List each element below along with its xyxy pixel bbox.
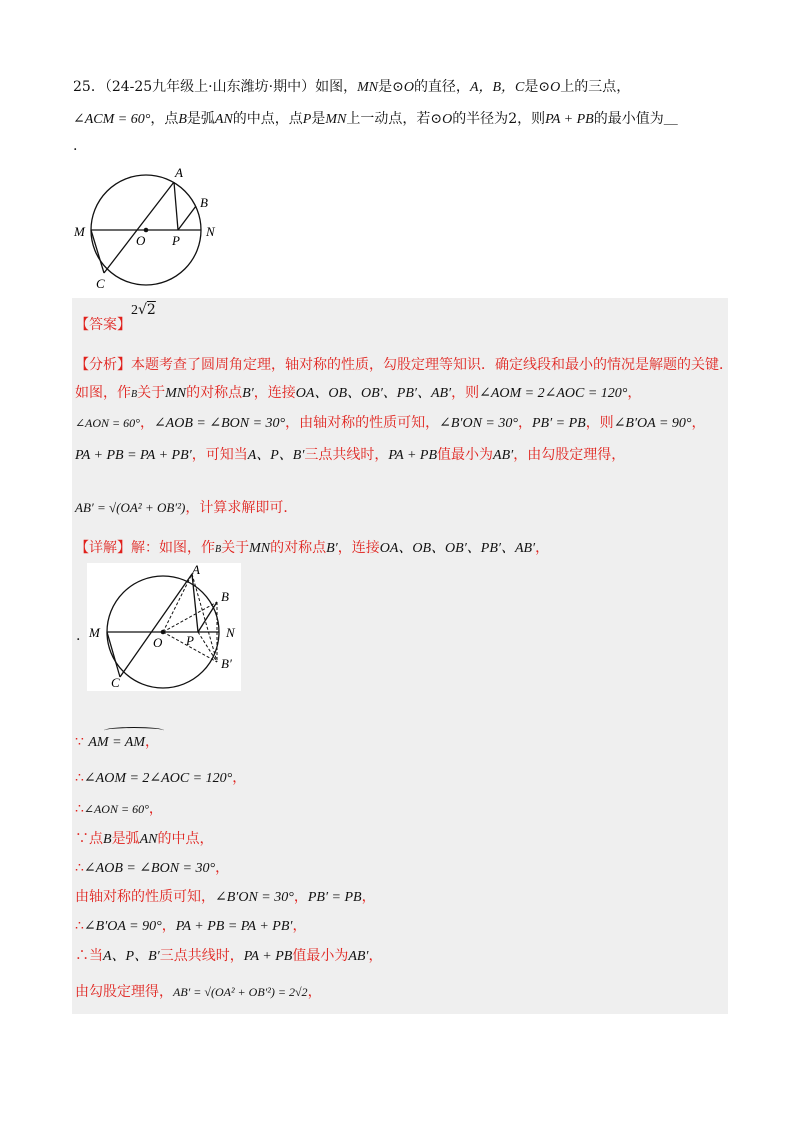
question-line-2 xyxy=(73,108,678,128)
math-eq: PB′ = PB xyxy=(307,890,362,905)
answer-blank: ＿ xyxy=(663,111,678,127)
math-eq: PA + PB = PA + PB′ xyxy=(175,919,293,934)
step-2 xyxy=(75,767,246,787)
math-eq: ∠AOB = ∠BON = 30° xyxy=(153,416,286,431)
center-dot xyxy=(144,228,149,233)
text: ，则 xyxy=(451,385,480,401)
text: 2 xyxy=(508,111,518,127)
math-eq: ∠AON = 60° xyxy=(75,416,140,430)
text: ，连接 xyxy=(337,540,380,556)
detail-label: 【详解】 xyxy=(75,540,131,556)
answer-value: 2√2 xyxy=(131,302,156,318)
analysis-text: 本题考查了圆周角定理，轴对称的性质，勾股定理等知识．确定线段和最小的情况是解题的关键． xyxy=(131,357,733,373)
chord-mc xyxy=(91,230,104,273)
detail-line-1 xyxy=(75,537,549,557)
math-eq: ∠B′ON = 30° xyxy=(215,890,294,905)
math-abc: A，B，C xyxy=(469,80,525,95)
question-source: （24-25九年级上·山东潍坊·期中） xyxy=(104,79,316,95)
text: ， xyxy=(139,415,154,431)
text: 上一动点，若 xyxy=(346,111,431,127)
text: ，则 xyxy=(585,415,614,431)
text: ， xyxy=(145,734,159,750)
math-eq: ∠AON = 60° xyxy=(83,802,149,816)
label-p: P xyxy=(186,633,194,648)
text: ， xyxy=(293,889,308,905)
text: 上的三点， xyxy=(560,79,631,95)
analysis-line-5 xyxy=(75,497,297,517)
text: ， xyxy=(232,770,247,786)
math-circle-o: ⊙O xyxy=(392,80,414,95)
text: ， xyxy=(161,918,176,934)
math-eq: PA + PB = PA + PB′ xyxy=(75,448,192,463)
label-m: M xyxy=(74,224,85,239)
math-b-prime: B′ xyxy=(242,386,254,401)
math-points: A、P、B′ xyxy=(103,949,160,964)
text: 是弧 xyxy=(111,831,140,847)
step-7 xyxy=(75,915,306,935)
chord-ac xyxy=(104,182,174,273)
label-a: A xyxy=(192,563,200,577)
figure-lead-dot: . xyxy=(76,628,81,644)
answer-coef: 2 xyxy=(131,303,138,318)
label-c: C xyxy=(111,675,120,690)
math-eq: ∠AOB = ∠BON = 30° xyxy=(83,861,216,876)
text: 是弧 xyxy=(186,111,215,127)
label-p: P xyxy=(172,233,180,248)
text: ， xyxy=(215,860,230,876)
text: 的中点，点 xyxy=(232,111,303,127)
step-6 xyxy=(75,886,376,906)
math-eq: PB′ = PB xyxy=(531,416,586,431)
answer-row xyxy=(75,314,131,334)
text: 解：如图，作 xyxy=(131,540,215,556)
therefore-symbol: ∴ xyxy=(75,918,84,934)
text: 由轴对称的性质可知， xyxy=(75,889,215,905)
text: 三点共线时， xyxy=(304,447,389,463)
question-line-1 xyxy=(73,76,630,96)
therefore-symbol: ∴ xyxy=(75,770,84,786)
therefore-symbol: ∴ xyxy=(75,948,89,964)
math-eq: AB′ = √(OA² + OB′²) = 2√2 xyxy=(173,985,308,999)
analysis-line-1 xyxy=(75,354,733,374)
therefore-symbol: ∴ xyxy=(75,860,84,876)
answer-radicand: 2 xyxy=(146,302,156,318)
text: ，计算求解即可． xyxy=(185,500,298,516)
math-eq: PA + PB xyxy=(243,949,293,964)
step-8 xyxy=(75,945,383,965)
geometry-figure-1 xyxy=(66,160,226,295)
math-b: B xyxy=(178,112,187,127)
step-3 xyxy=(75,798,163,818)
math-mn: MN xyxy=(357,80,379,95)
text: 值最小为 xyxy=(437,447,494,463)
math-segments: OA、OB、OB′、PB′、AB′ xyxy=(295,386,452,401)
label-b: B xyxy=(221,589,229,604)
text: ， xyxy=(148,801,163,817)
text: 三点共线时， xyxy=(159,948,244,964)
label-o: O xyxy=(153,635,163,650)
math-eq: ∠B′OA = 90° xyxy=(83,919,162,934)
analysis-line-2 xyxy=(75,382,641,402)
text: 当 xyxy=(89,948,103,964)
text: ， xyxy=(368,948,383,964)
math-ab-prime: AB′ xyxy=(348,949,369,964)
text: 的对称点 xyxy=(270,540,327,556)
text: 如图，作 xyxy=(75,385,131,401)
text: ， xyxy=(307,984,322,1000)
math-mn: MN xyxy=(325,112,347,127)
math-eq: ∠B′OA = 90° xyxy=(613,416,692,431)
text: ，连接 xyxy=(253,385,296,401)
math-eq: AM = AM xyxy=(88,735,145,750)
math-eq: ∠B′ON = 30° xyxy=(439,416,518,431)
because-symbol: ∵ xyxy=(75,734,84,750)
segment-pb xyxy=(178,206,196,230)
question-period: . xyxy=(73,138,78,154)
label-b: B xyxy=(200,195,208,210)
geometry-figure-2 xyxy=(87,563,241,691)
math-circle-o: ⊙O xyxy=(430,112,453,127)
math-eq: ∠AOM = 2∠AOC = 120° xyxy=(83,771,233,786)
text: 是 xyxy=(524,79,539,95)
label-n: N xyxy=(206,224,215,239)
figure-2-background xyxy=(87,563,241,691)
math-p: P xyxy=(302,112,312,127)
text: ，由轴对称的性质可知， xyxy=(285,415,440,431)
label-a: A xyxy=(175,165,183,180)
text: 的半径为 xyxy=(452,111,509,127)
step-5 xyxy=(75,857,229,877)
text: ，由勾股定理得， xyxy=(513,447,626,463)
therefore-symbol: ∴ xyxy=(75,801,84,817)
text: 如图， xyxy=(315,79,358,95)
center-dot xyxy=(161,630,166,635)
text: 关于 xyxy=(137,385,166,401)
text: 是 xyxy=(378,79,393,95)
math-eq: AB′ = √(OA² + OB′²) xyxy=(75,500,186,515)
text: 点 xyxy=(89,831,103,847)
text: ，可知当 xyxy=(191,447,248,463)
text: 关于 xyxy=(221,540,250,556)
text: 是 xyxy=(311,111,326,127)
text: ， xyxy=(691,415,706,431)
math-an: AN xyxy=(214,112,233,127)
math-b: B xyxy=(215,544,222,555)
label-c: C xyxy=(96,276,105,291)
analysis-label: 【分析】 xyxy=(75,357,131,373)
text: ， xyxy=(517,415,532,431)
math-arc-eq xyxy=(88,735,145,751)
math-eq: PA + PB xyxy=(388,448,438,463)
math-an: AN xyxy=(139,832,158,847)
text: ， xyxy=(292,918,307,934)
analysis-line-3 xyxy=(75,412,706,432)
math-b: B xyxy=(103,832,112,847)
label-b-prime: B′ xyxy=(221,656,232,671)
math-ab-prime: AB′ xyxy=(493,448,514,463)
math-segments: OA、OB、OB′、PB′、AB′ xyxy=(379,541,536,556)
math-mn: MN xyxy=(165,386,187,401)
label-o: O xyxy=(136,233,146,248)
math-points: A、P、B′ xyxy=(247,448,305,463)
answer-label: 【答案】 xyxy=(75,317,131,333)
text: ，点 xyxy=(150,111,179,127)
text: ，则 xyxy=(517,111,546,127)
math-mn: MN xyxy=(249,541,271,556)
label-m: M xyxy=(89,625,100,640)
text: 的最小值为 xyxy=(593,111,664,127)
math-b: B xyxy=(131,389,138,400)
because-symbol: ∵ xyxy=(75,831,89,847)
math-angle-acm: ∠ACM = 60° xyxy=(73,112,151,127)
text: ， xyxy=(627,385,642,401)
question-number: 25． xyxy=(73,79,105,95)
text: 的中点， xyxy=(157,831,214,847)
label-n: N xyxy=(226,625,235,640)
math-circle-o: ⊙O xyxy=(538,80,561,95)
step-9 xyxy=(75,981,322,1001)
step-1 xyxy=(75,731,159,751)
text: ， xyxy=(361,889,376,905)
analysis-line-4 xyxy=(75,444,625,464)
text: ， xyxy=(535,540,550,556)
text: 的直径， xyxy=(413,79,470,95)
step-4 xyxy=(75,828,213,848)
math-pa-pb: PA + PB xyxy=(545,112,594,127)
math-b-prime: B′ xyxy=(326,541,338,556)
text: 值最小为 xyxy=(292,948,349,964)
text: 的对称点 xyxy=(186,385,243,401)
segment-pa xyxy=(174,182,178,230)
text: 由勾股定理得， xyxy=(75,984,173,1000)
math-eq: ∠AOM = 2∠AOC = 120° xyxy=(479,386,628,401)
